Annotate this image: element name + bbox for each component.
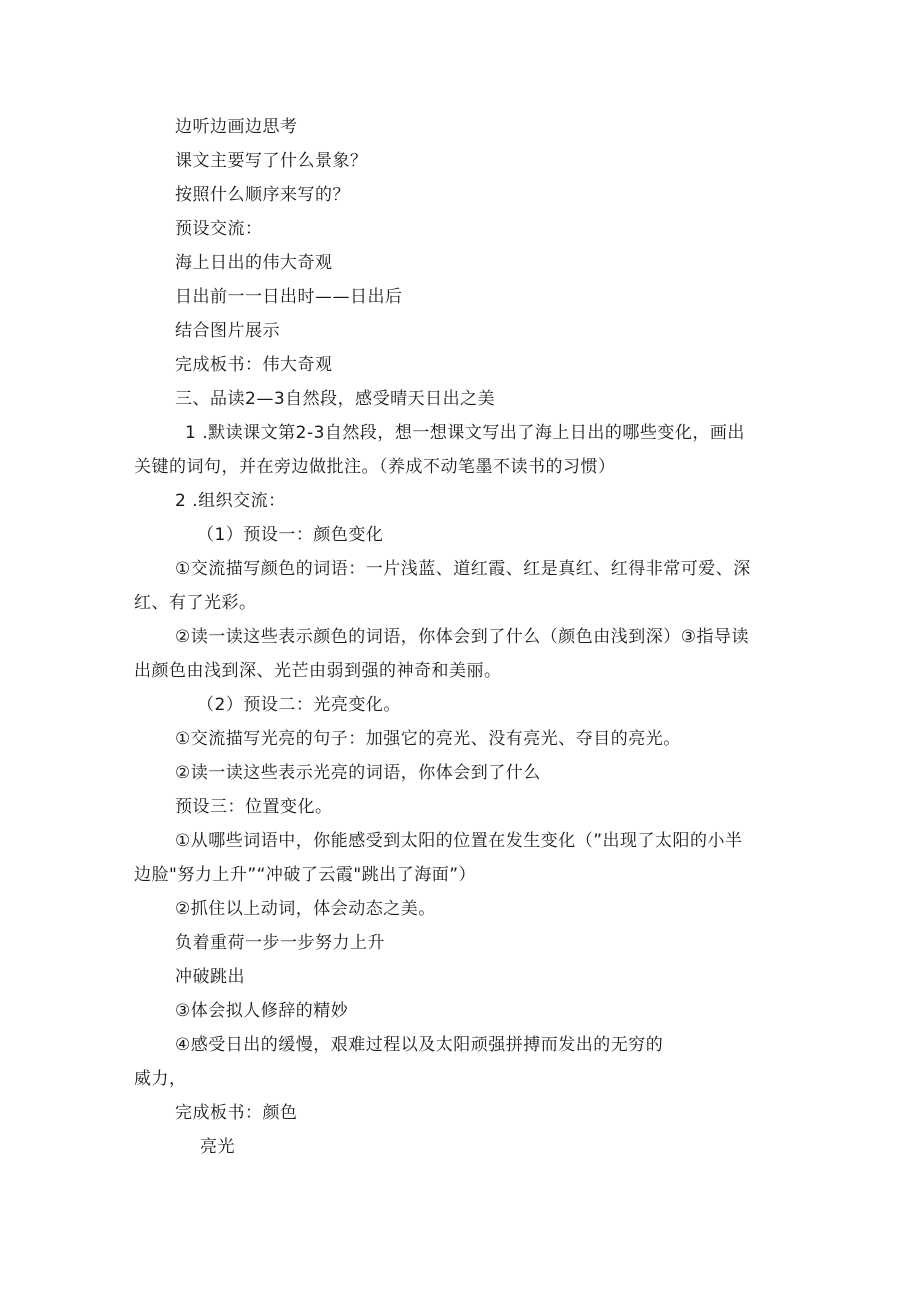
text-line-22: ①从哪些词语中，你能感受到太阳的位置在发生变化（”出现了太阳的小半 — [175, 831, 743, 851]
text-line-21: 预设三：位置变化。 — [175, 797, 333, 817]
text-line-12: 2 .组织交流： — [175, 491, 286, 511]
text-line-16: ②读一读这些表示颜色的词语，你体会到了什么（颜色由浅到深）③指导读 — [175, 627, 749, 647]
text-line-5: 海上日出的伟大奇观 — [175, 253, 333, 273]
text-line-10: 1 .默读课文第2-3自然段，想一想课文写出了海上日出的哪些变化，画出 — [185, 423, 745, 443]
text-line-19: ①交流描写光亮的句子：加强它的亮光、没有亮光、夺目的亮光。 — [175, 729, 681, 749]
text-line-26: 冲破跳出 — [175, 967, 245, 987]
text-line-20: ②读一读这些表示光亮的词语，你体会到了什么 — [175, 763, 541, 783]
text-line-2: 课文主要写了什么景象？ — [175, 151, 368, 171]
text-line-6: 日出前一一日出时——日出后 — [175, 287, 403, 307]
text-line-24: ②抓住以上动词，体会动态之美。 — [175, 899, 436, 919]
text-line-25: 负着重荷一步一步努力上升 — [175, 933, 385, 953]
text-line-8: 完成板书：伟大奇观 — [175, 355, 333, 375]
text-line-27: ③体会拟人修辞的精妙 — [175, 1001, 349, 1021]
text-line-11: 关键的词句，并在旁边做批注。（养成不动笔墨不读书的习惯） — [134, 457, 616, 477]
text-line-15: 红、有了光彩。 — [134, 593, 257, 613]
text-line-4: 预设交流： — [175, 219, 263, 239]
text-line-29: 威力， — [134, 1069, 187, 1089]
text-line-18: （2）预设二：光亮变化。 — [197, 695, 401, 715]
text-line-3: 按照什么顺序来写的？ — [175, 185, 350, 205]
text-line-17: 出颜色由浅到深、光芒由弱到强的神奇和美丽。 — [134, 661, 502, 681]
text-line-7: 结合图片展示 — [175, 321, 280, 341]
text-line-13: （1）预设一：颜色变化 — [197, 525, 384, 545]
text-line-30: 完成板书：颜色 — [175, 1103, 298, 1123]
text-line-28: ④感受日出的缓慢，艰难过程以及太阳顽强拼搏而发出的无穷的 — [175, 1035, 664, 1055]
text-line-31: 亮光 — [200, 1137, 235, 1157]
section-heading: 三、品读2—3自然段，感受晴天日出之美 — [175, 389, 496, 409]
text-line-14: ①交流描写颜色的词语：一片浅蓝、道红霞、红是真红、红得非常可爱、深 — [175, 559, 751, 579]
text-line-23: 边脸"努力上升”“冲破了云霞"跳出了海面”） — [134, 865, 477, 885]
text-line-1: 边听边画边思考 — [175, 117, 298, 137]
